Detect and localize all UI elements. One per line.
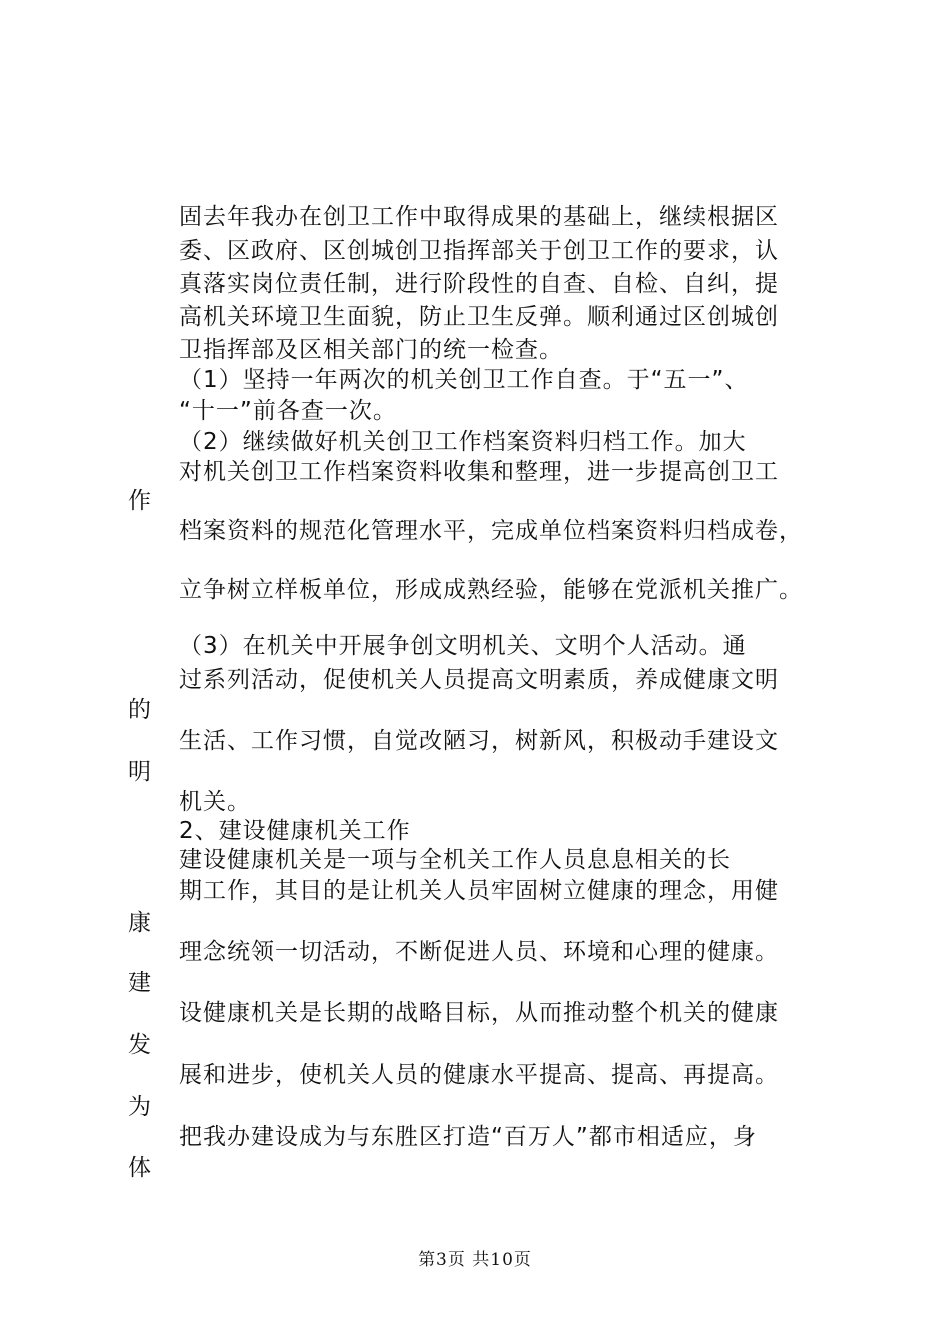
text-line: 展和进步，使机关人员的健康水平提高、提高、再提高。 bbox=[179, 1062, 779, 1088]
text-line: “十一”前各查一次。 bbox=[179, 398, 397, 424]
text-line: 2、建设健康机关工作 bbox=[179, 818, 411, 844]
text-line: 期工作，其目的是让机关人员牢固树立健康的理念，用健 bbox=[179, 878, 779, 904]
text-line: 明 bbox=[128, 759, 152, 785]
text-line: 真落实岗位责任制，进行阶段性的自查、自检、自纠，提 bbox=[179, 271, 779, 297]
text-line: 理念统领一切活动，不断促进人员、环境和心理的健康。 bbox=[179, 939, 779, 965]
text-line: （1）坚持一年两次的机关创卫工作自查。于“五一”、 bbox=[179, 367, 749, 393]
text-line: 委、区政府、区创城创卫指挥部关于创卫工作的要求，认 bbox=[179, 238, 779, 264]
text-line: 设健康机关是长期的战略目标，从而推动整个机关的健康 bbox=[179, 1000, 779, 1026]
text-line: 卫指挥部及区相关部门的统一检查。 bbox=[179, 337, 563, 363]
text-line: 的 bbox=[128, 697, 152, 723]
text-line: 作 bbox=[128, 488, 152, 514]
text-line: （3）在机关中开展争创文明机关、文明个人活动。通 bbox=[179, 633, 747, 659]
text-line: 立争树立样板单位，形成成熟经验，能够在党派机关推广。 bbox=[179, 577, 803, 603]
text-line: 机关。 bbox=[179, 789, 251, 815]
text-line: 建 bbox=[128, 970, 152, 996]
text-line: 把我办建设成为与东胜区打造“百万人”都市相适应，身 bbox=[179, 1124, 757, 1150]
text-line: 固去年我办在创卫工作中取得成果的基础上，继续根据区 bbox=[179, 204, 779, 230]
text-line: 档案资料的规范化管理水平，完成单位档案资料归档成卷， bbox=[179, 518, 803, 544]
text-line: 过系列活动，促使机关人员提高文明素质，养成健康文明 bbox=[179, 667, 779, 693]
text-line: 体 bbox=[128, 1155, 152, 1181]
page-footer: 第3页 共10页 bbox=[418, 1250, 532, 1270]
text-line: 高机关环境卫生面貌，防止卫生反弹。顺利通过区创城创 bbox=[179, 304, 779, 330]
text-line: 为 bbox=[128, 1094, 152, 1120]
text-line: 康 bbox=[128, 910, 152, 936]
text-line: 对机关创卫工作档案资料收集和整理，进一步提高创卫工 bbox=[179, 459, 779, 485]
text-line: 建设健康机关是一项与全机关工作人员息息相关的长 bbox=[179, 847, 731, 873]
text-line: 发 bbox=[128, 1032, 152, 1058]
text-line: 生活、工作习惯，自觉改陋习，树新风，积极动手建设文 bbox=[179, 728, 779, 754]
text-line: （2）继续做好机关创卫工作档案资料归档工作。加大 bbox=[179, 429, 747, 455]
